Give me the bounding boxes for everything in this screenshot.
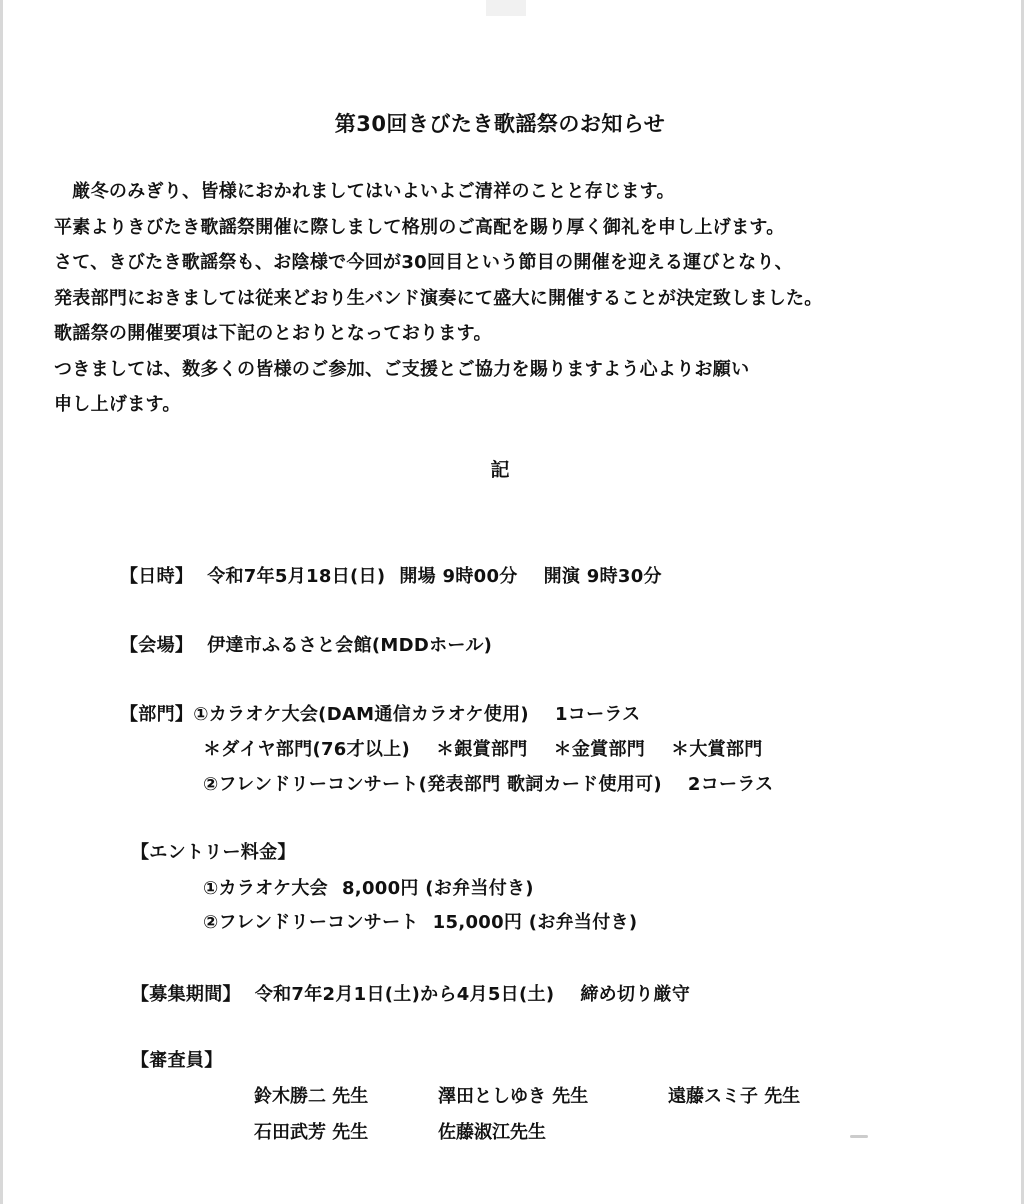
sub-silver: ＊銀賞部門 — [436, 739, 528, 760]
venue-row — [120, 631, 492, 657]
intro-line: 歌謡祭の開催要項は下記のとおりとなっております。 — [54, 323, 492, 344]
division-row-1 — [120, 700, 640, 726]
venue-value: 伊達市ふるさと会館(MDDホール) — [207, 635, 493, 656]
period-note: 締め切り厳守 — [580, 984, 691, 1005]
intro-line: 発表部門におきましては従来どおり生バンド演奏にて盛大に開催することが決定致しました。 — [54, 287, 823, 309]
fee-karaoke-name: ①カラオケ大会 — [203, 878, 328, 899]
intro-line: つきましては、数多くの皆様のご参加、ご支援とご協力を賜りますよう心よりお願い — [54, 358, 750, 380]
intro-line: 厳冬のみぎり、皆様におかれましてはいよいよご清祥のことと存じます。 — [54, 181, 675, 202]
division-karaoke: ①カラオケ大会(DAM通信カラオケ使用) — [193, 704, 529, 725]
event-date: 令和7年5月18日(日) — [207, 566, 386, 587]
ki-heading: 記 — [490, 459, 510, 481]
judges-row-2 — [254, 1118, 954, 1142]
division-friendly: ②フレンドリーコンサート(発表部門 歌詞カード使用可) — [203, 774, 662, 795]
judge-name: 佐藤淑江先生 — [438, 1122, 546, 1143]
intro-line: 申し上げます。 — [54, 394, 181, 415]
judges-label: 【審査員】 — [131, 1050, 223, 1071]
fee-row-2 — [203, 908, 637, 934]
fee-karaoke-price: 8,000円 (お弁当付き) — [341, 878, 534, 899]
sub-diamond: ＊ダイヤ部門(76才以上) — [203, 739, 411, 760]
division-label: 【部門】 — [120, 704, 194, 725]
judge-name: 澤田としゆき 先生 — [438, 1086, 589, 1107]
scan-smudge — [850, 1135, 868, 1138]
fee-friendly-name: ②フレンドリーコンサート — [203, 912, 419, 933]
division-row-2 — [203, 770, 773, 796]
period-label: 【募集期間】 — [131, 984, 241, 1005]
intro-paragraph — [54, 174, 1004, 423]
scan-mark — [486, 0, 526, 16]
sub-grand: ＊大賞部門 — [671, 739, 763, 760]
sub-gold: ＊金賞部門 — [553, 739, 646, 760]
judge-name: 遠藤スミ子 先生 — [668, 1086, 801, 1107]
datetime-row — [120, 562, 662, 588]
fee-label: 【エントリー料金】 — [131, 842, 296, 863]
division-friendly-course: 2コーラス — [687, 774, 774, 795]
fee-friendly-price: 15,000円 (お弁当付き) — [432, 912, 638, 933]
left-border — [0, 0, 3, 1204]
intro-line: さて、きびたき歌謡祭も、お陰様で今回が30回目という節目の開催を迎える運びとなり、 — [54, 252, 793, 273]
intro-line: 平素よりきびたき歌謡祭開催に際しまして格別のご高配を賜り厚く御礼を申し上げます。 — [54, 216, 785, 238]
division-karaoke-course: 1コーラス — [554, 704, 641, 725]
judges-row-1 — [254, 1082, 954, 1106]
fee-row-1 — [203, 874, 534, 900]
document-title: 第30回きびたき歌謡祭のお知らせ — [334, 112, 666, 136]
judge-name: 石田武芳 先生 — [254, 1122, 369, 1143]
venue-label: 【会場】 — [120, 635, 194, 656]
period-row — [131, 980, 690, 1006]
datetime-label: 【日時】 — [120, 566, 194, 587]
division-subcategories — [203, 735, 763, 761]
start-time: 開演 9時30分 — [543, 566, 662, 587]
judge-name: 鈴木勝二 先生 — [254, 1086, 369, 1107]
open-time: 開場 9時00分 — [399, 566, 518, 587]
period-value: 令和7年2月1日(土)から4月5日(土) — [254, 984, 555, 1005]
